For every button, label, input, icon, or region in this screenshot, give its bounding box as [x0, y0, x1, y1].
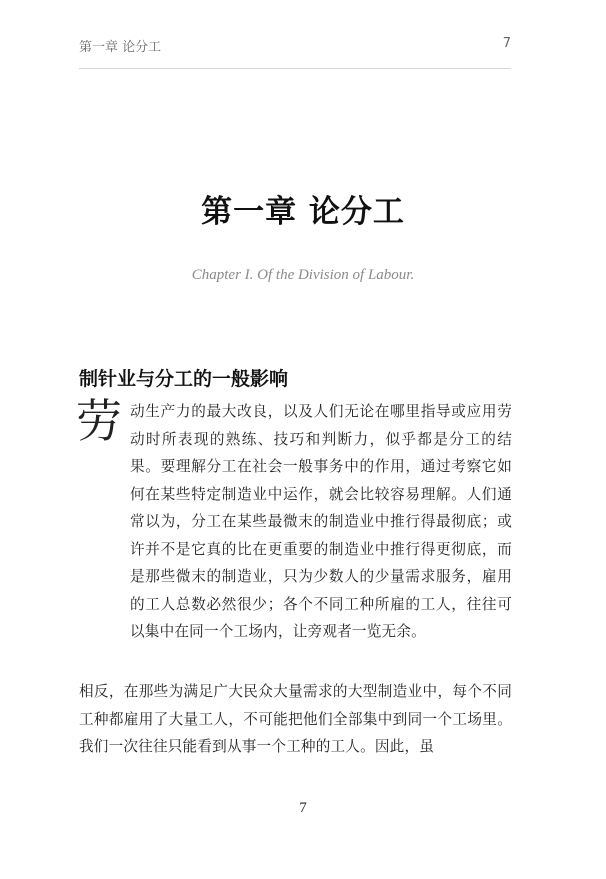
chapter-subtitle: Chapter I. Of the Division of Labour. [191, 267, 415, 283]
running-header [79, 32, 511, 56]
header-divider [79, 68, 511, 69]
chapter-title: 第一章 论分工 [201, 194, 405, 230]
body-paragraph-1: 动生产力的最大改良，以及人们无论在哪里指导或应用劳动时所表现的熟练、技巧和判断力，似乎都是分工的结果。要理解分工在社会一般事务中的作用，通过考察它如何在某些特定制造业中运作，就会比较容易理解。人们通常以为，分工在某些最微末的制造业中推行得最彻底；或许并不是它真的比在更重要的制造业中推行得更彻底，而是那些微末的制造业，只为少数人的少量需求服务，雇用的工人总数必然很少；各个不同工种所雇的工人，往往可以集中在同一个工场内，让旁观者一览无余。 [130, 403, 512, 640]
section-title: 制针业与分工的一般影响 [79, 368, 289, 390]
running-title: 第一章 论分工 [79, 40, 162, 55]
drop-cap: 劳 [76, 394, 122, 448]
header-page-number: 7 [502, 36, 511, 51]
body-paragraph-2: 相反，在那些为满足广大民众大量需求的大型制造业中，每个不同工种都雇用了大量工人，不可能把他们全部集中到同一个工场里。我们一次往往只能看到从事一个工种的工人。因此，虽 [79, 683, 512, 755]
footer-page-number: 7 [299, 800, 307, 816]
